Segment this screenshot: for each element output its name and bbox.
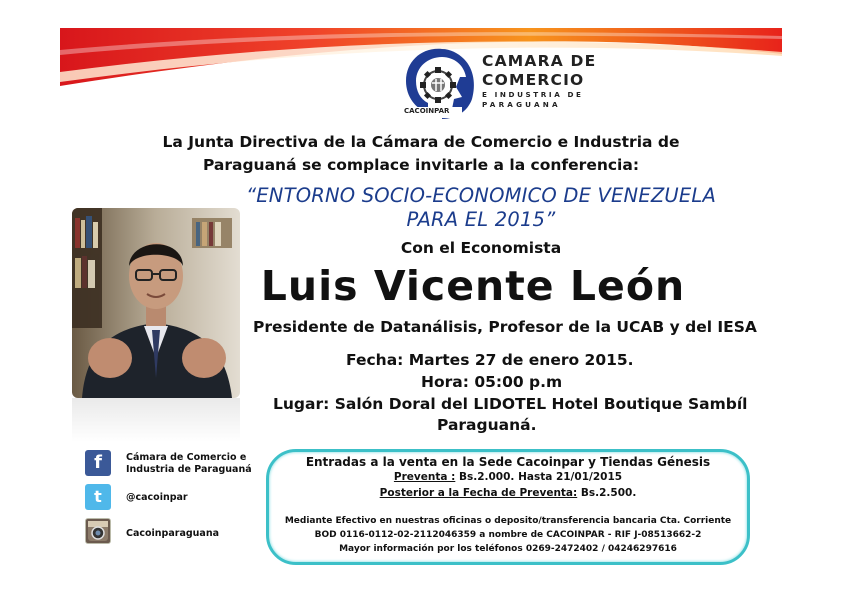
event-venue-city: Paraguaná.: [437, 416, 537, 434]
speaker-photo: [72, 208, 240, 398]
instagram-icon[interactable]: [85, 518, 111, 544]
ticket-headline: Entradas a la venta en la Sede Cacoinpar y Tiendas Génesis: [305, 455, 711, 469]
post-presale-line: [269, 487, 747, 499]
payment-line-2: BOD 0116-0112-02-2112046359 a nombre de CACOINPAR - RIF J-08513662-2: [314, 530, 702, 540]
speaker-role: Presidente de Datanálisis, Profesor de la UCAB y del IESA: [253, 318, 757, 336]
ticket-info-box: [266, 449, 750, 565]
facebook-text-1: Cámara de Comercio e: [126, 452, 247, 463]
logo-line-4: PARAGUANA: [482, 100, 561, 109]
event-venue: Lugar: Salón Doral del LIDOTEL Hotel Boutique Sambíl: [273, 395, 748, 413]
instagram-handle: Cacoinparaguana: [126, 528, 220, 539]
post-presale-label: Posterior a la Fecha de Preventa:: [379, 487, 578, 499]
logo-line-2: COMERCIO: [482, 71, 585, 89]
conference-title-line-2: PARA EL 2015”: [406, 208, 556, 231]
logo-badge: CACOINPAR: [404, 107, 450, 115]
logo-line-3: E INDUSTRIA DE: [482, 90, 584, 99]
facebook-icon[interactable]: f: [85, 450, 111, 476]
presale-line: [269, 471, 747, 483]
twitter-icon[interactable]: t: [85, 484, 111, 510]
intro-line-2: Paraguaná se complace invitarle a la conferencia:: [202, 156, 640, 174]
speaker-prefix: Con el Economista: [400, 239, 562, 257]
presale-value: Bs.2.000. Hasta 21/01/2015: [455, 471, 623, 483]
speaker-name: Luis Vicente León: [260, 262, 686, 310]
chamber-logo: [398, 43, 603, 123]
post-presale-value: Bs.2.500.: [577, 487, 637, 499]
payment-line-1: Mediante Efectivo en nuestras oficinas o deposito/transferencia bancaria Cta. Corriente: [284, 516, 732, 526]
photo-reflection: [72, 398, 240, 442]
payment-line-3: Mayor información por los teléfonos 0269-2472402 / 04246297616: [339, 544, 677, 554]
event-date: Fecha: Martes 27 de enero 2015.: [346, 351, 634, 369]
facebook-text-2: Industria de Paraguaná: [126, 464, 252, 475]
intro-line-1: La Junta Directiva de la Cámara de Comercio e Industria de: [162, 133, 680, 151]
presale-label: Preventa :: [393, 471, 456, 483]
twitter-handle: @cacoinpar: [126, 492, 188, 503]
event-time: Hora: 05:00 p.m: [421, 373, 563, 391]
conference-title-line-1: “ENTORNO SOCIO-ECONOMICO DE VENEZUELA: [245, 184, 717, 207]
logo-line-1: CAMARA DE: [482, 52, 597, 70]
